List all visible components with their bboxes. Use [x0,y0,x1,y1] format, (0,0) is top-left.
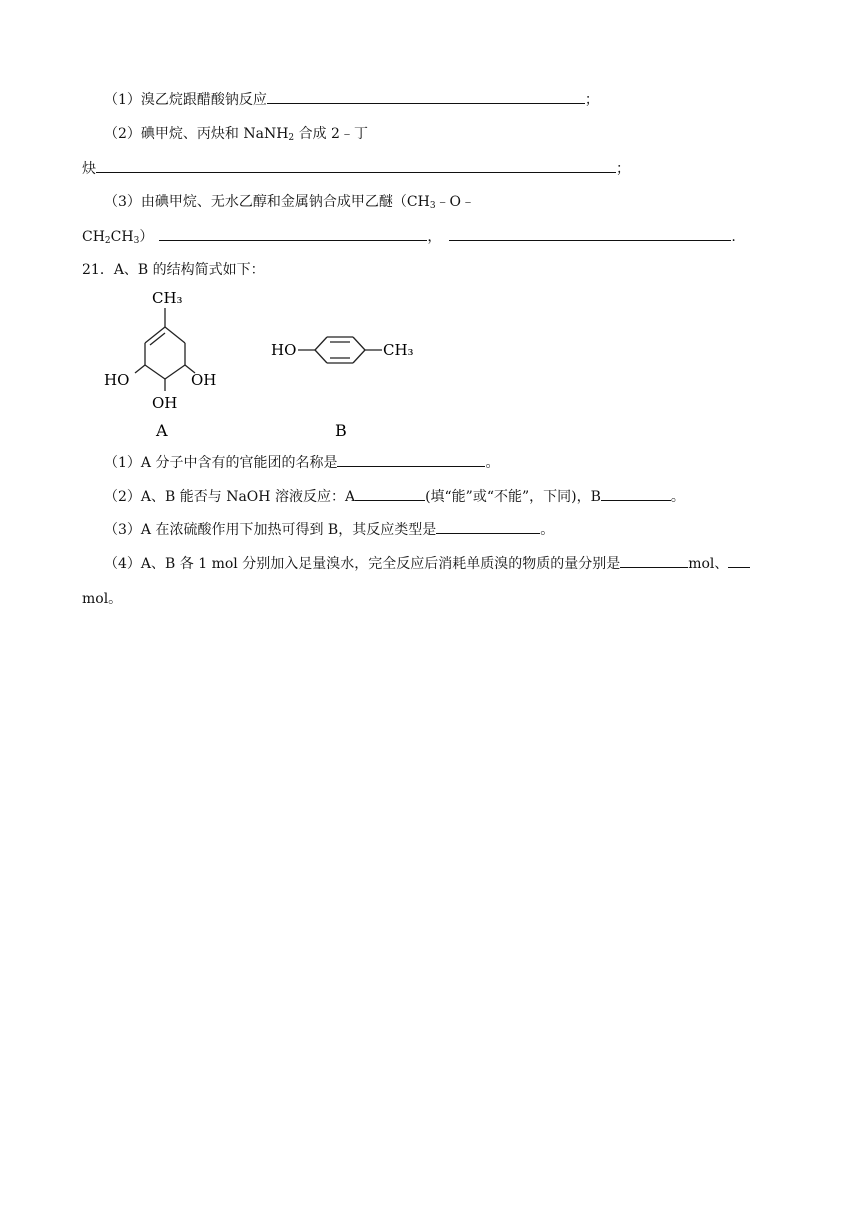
punctuation: ； [616,161,630,177]
q20-part1 [104,89,599,110]
q21-part2 [104,486,685,507]
q20-part2-text-cont: 合成 2﹣丁 [294,126,368,142]
q21-part1-text: （1）A 分子中含有的官能团的名称是 [104,455,338,471]
answer-blank[interactable] [728,553,750,568]
q21-part3 [104,519,554,540]
q20-part3-text: （3）由碘甲烷、无水乙醇和金属钠合成甲乙醚（CH [104,194,430,210]
structure-b-label: B [335,421,347,440]
answer-blank[interactable] [337,452,485,467]
subscript: 3 [429,201,436,211]
punctuation: ， [427,229,442,245]
q21-part4 [104,553,750,574]
formula-part: CH [110,229,134,245]
q21-heading: 21．A、B 的结构简式如下： [82,262,265,278]
punctuation: 。 [670,489,685,505]
punctuation: 。 [485,455,500,471]
structure-b-ch3: CH₃ [383,341,414,359]
formula-part: ） [139,229,154,245]
punctuation: ； [584,92,599,108]
answer-blank[interactable] [267,89,585,104]
q20-part2 [104,124,368,148]
answer-blank[interactable] [355,486,425,501]
answer-blank[interactable] [159,226,427,241]
q20-part3-text-cont: ﹣O﹣ [435,194,476,210]
q20-part1-text: （1）溴乙烷跟醋酸钠反应 [104,92,267,108]
answer-blank[interactable] [96,158,616,173]
q21-part2-text: （2）A、B 能否与 NaOH 溶液反应：A [104,489,356,505]
structure-a-ho: HO [104,371,130,389]
unit-text: mol、 [688,556,729,572]
punctuation: 。 [540,522,555,538]
q20-part2-text-end: 炔 [82,161,96,177]
structure-b-ho: HO [271,341,297,359]
structure-a-diagram [95,283,235,443]
q21-part4-continued: mol。 [82,591,123,607]
answer-blank[interactable] [601,486,671,501]
q20-part2-text: （2）碘甲烷、丙炔和 NaNH [104,126,289,142]
answer-blank[interactable] [620,553,688,568]
q21-part2-text-cont: (填“能”或“不能”，下同)，B [425,489,601,505]
structure-a-oh-bottom: OH [152,394,178,412]
formula-part: CH [82,229,105,245]
answer-blank[interactable] [449,226,731,241]
q20-part3-continued [82,226,736,251]
punctuation: . [731,229,736,245]
subscript: 2 [288,133,295,143]
answer-blank[interactable] [436,519,540,534]
q21-part3-text: （3）A 在浓硫酸作用下加热可得到 B，其反应类型是 [104,522,437,538]
structure-a-ch3: CH₃ [152,289,183,307]
q20-part2-continued [82,158,630,179]
structure-b-diagram [265,283,435,443]
structure-a-oh-right: OH [191,371,217,389]
q21-part1 [104,452,499,473]
subscript: 3 [133,236,140,246]
q20-part3 [104,192,475,216]
q21-part4-text: （4）A、B 各 1 mol 分别加入足量溴水，完全反应后消耗单质溴的物质的量分别是 [104,556,621,572]
structure-a-label: A [156,421,168,440]
subscript: 2 [104,236,111,246]
